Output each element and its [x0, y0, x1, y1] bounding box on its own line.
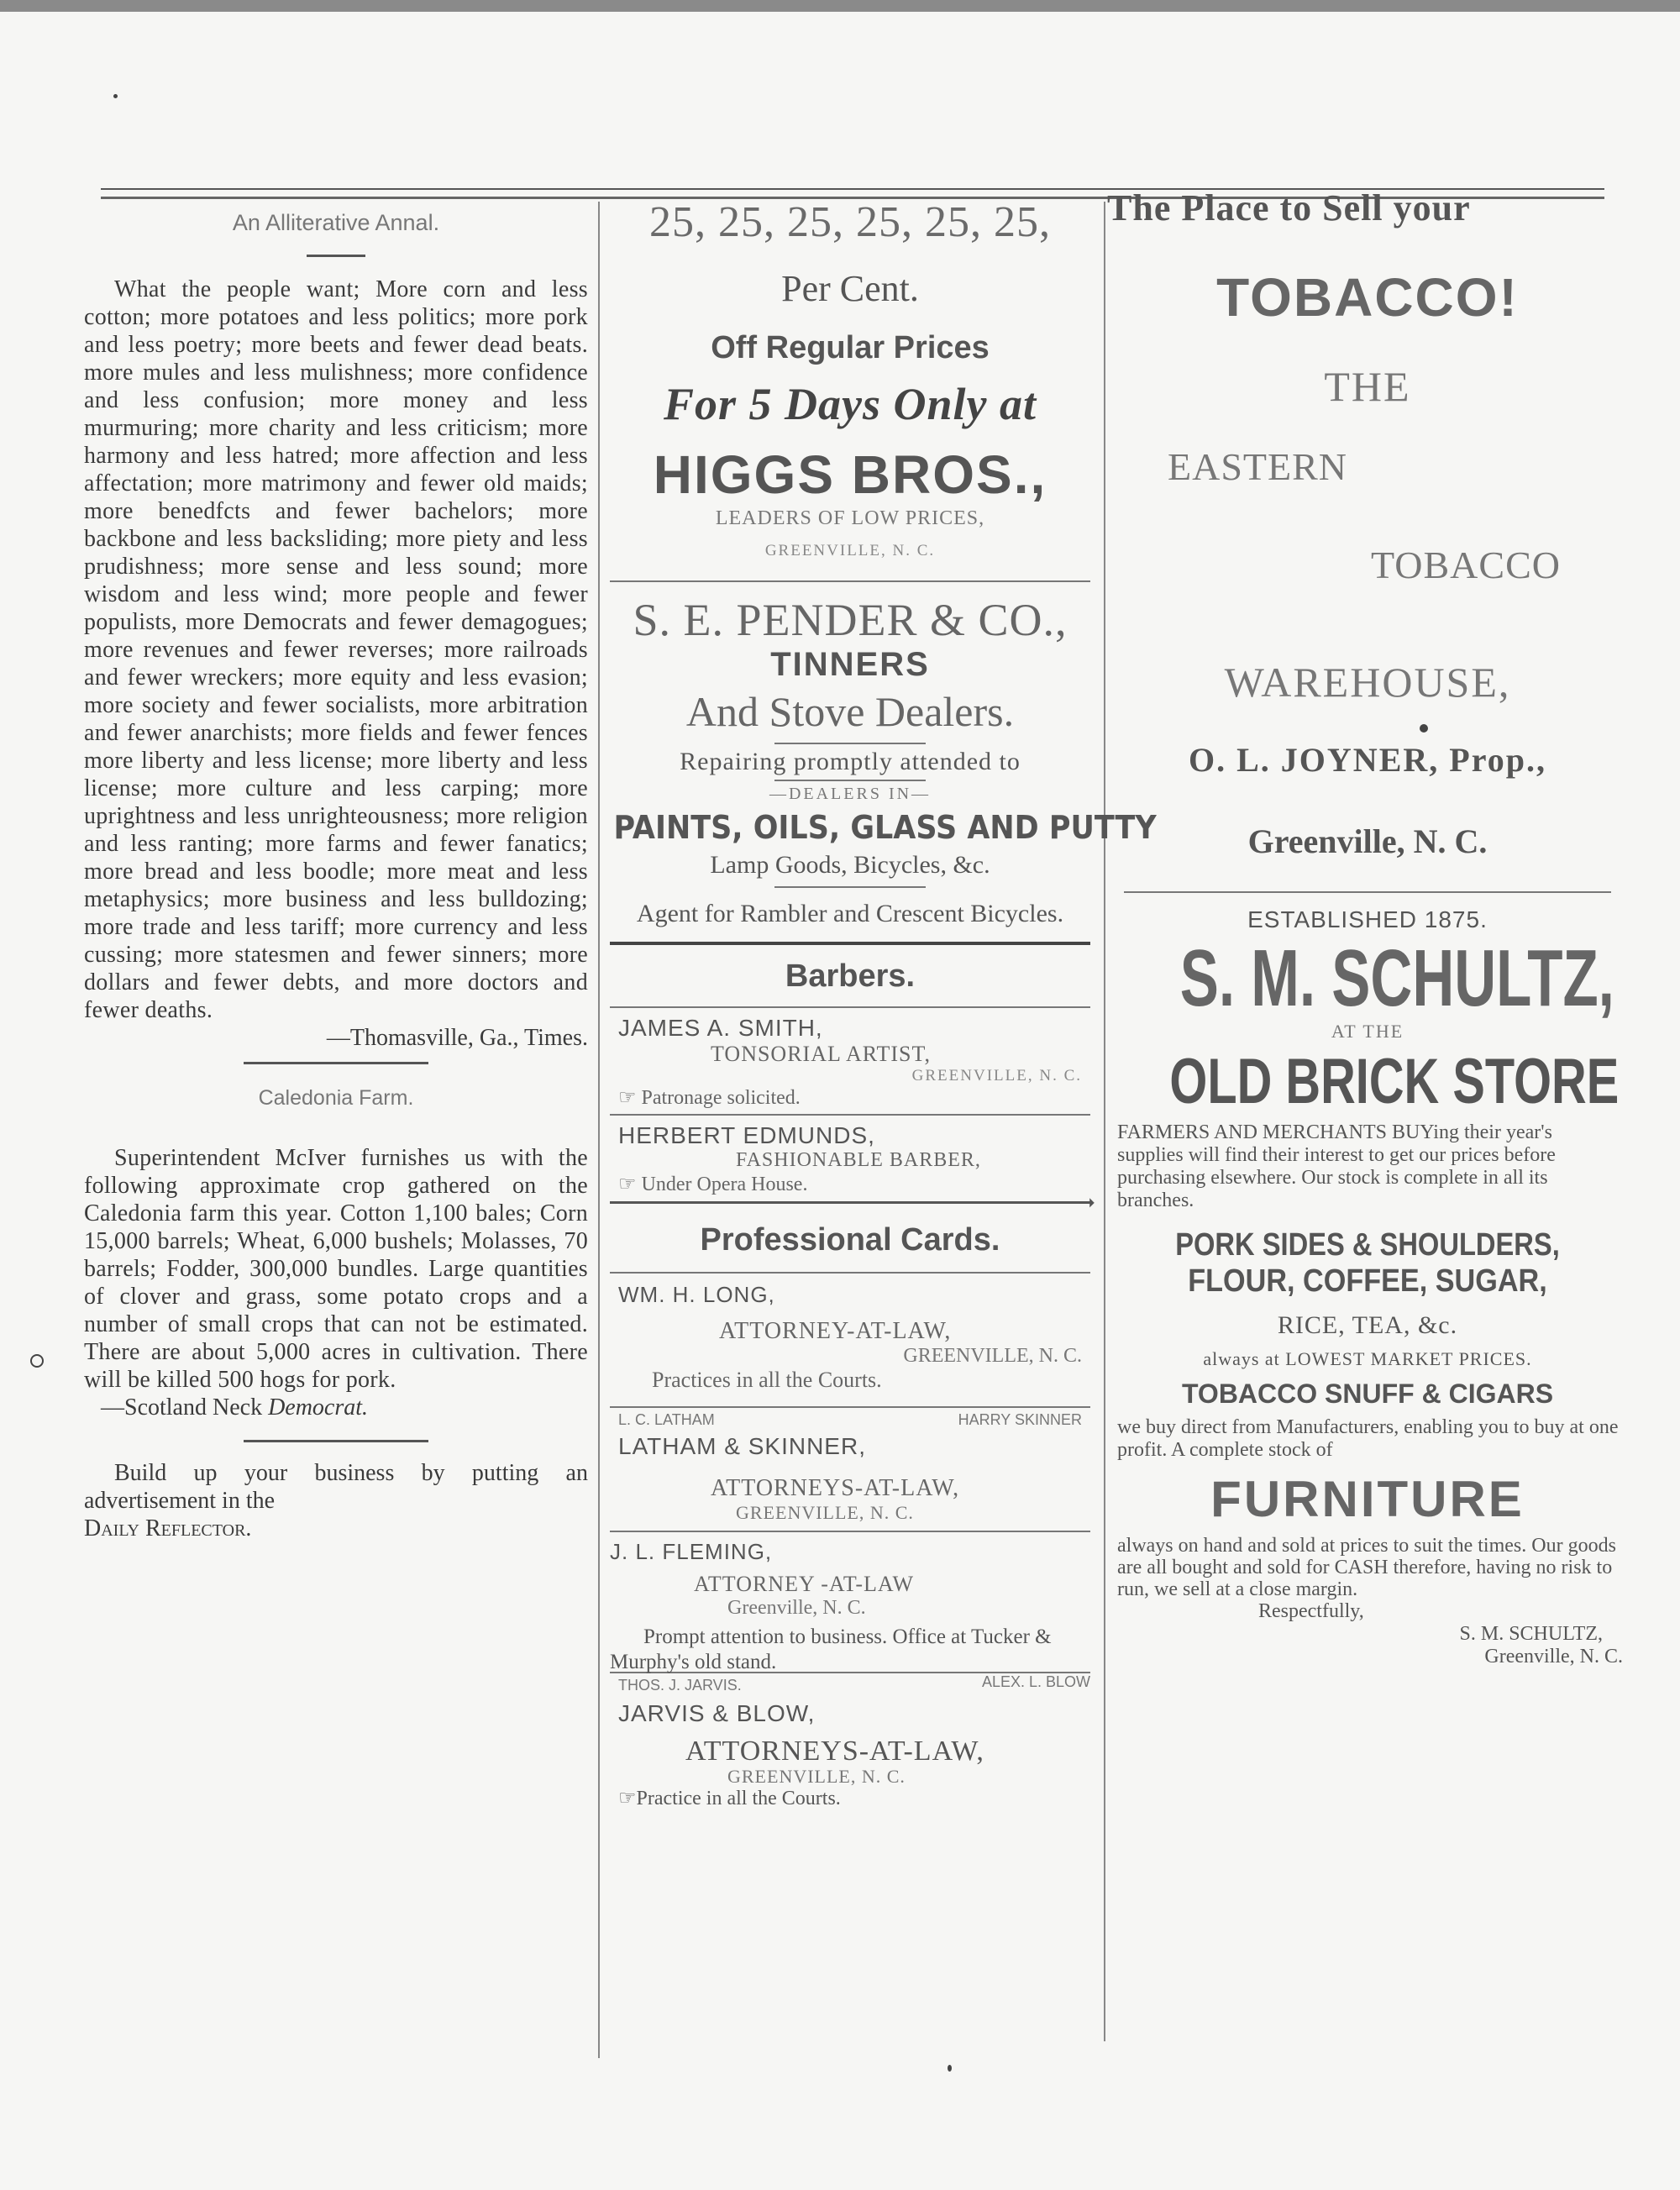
- joyner-city: Greenville, N. C.: [1247, 822, 1488, 860]
- article-heading-alliterative: An Alliterative Annal.: [232, 210, 440, 235]
- ad-higgs-bros: [593, 198, 1107, 560]
- pender-rule-3: [774, 886, 926, 888]
- barber-smith-city: GREENVILLE, N. C.: [911, 1067, 1082, 1084]
- schultz-signature: S. M. SCHULTZ,: [1459, 1623, 1603, 1645]
- footer-ad-line: Build up your business by putting an advertisement in the: [84, 1460, 588, 1514]
- article-alliterative-source: —Thomasville, Ga., Times.: [326, 1025, 588, 1051]
- schultz-store: OLD BRICK STORE: [1169, 1046, 1620, 1117]
- card-long: [618, 1282, 1082, 1400]
- article-alliterative-body: What the people want; More corn and less cotton; more potatoes and less politics; more pork and less poetry; more beets and fewer dead beats. more mules and less mulishness; more confidence and less confusion; more money and less murmuring; more charity and less criticism; more harmony and less hatred; more affection and less affectation; more matrimony and fewer old maids; more benedfcts and fewer bachelors; more backbone and less backsliding; more piety and less prudishness; more sense and less sound; more wisdom and less wind; more people and fewer populists, more Democrats and fewer demagogues; more revenues and fewer reverses; more railroads and fewer wreckers; more equity and less evasion; more society and fewer socialists, more arbitration and fewer anarchists; more fields and fewer fences more liberty and less license; more liberty and less license; more culture and less carping; more uprightness and less unrighteousness; more religion and less ranting; more farms and fewer fanatics; more bread and less boodle; more meat and less metaphysics; more business and less bulldozing; more trade and less tariff; more currency and less cussing; more statesmen and fewer sinners; more dollars and fewer debts, and more doctors and fewer deaths.: [84, 276, 588, 1023]
- footer-paper-name: Daily Reflector.: [84, 1515, 252, 1541]
- barber-edmunds-title: FASHIONABLE BARBER,: [736, 1149, 981, 1171]
- schultz-closing: always on hand and sold at prices to suit the times. Our goods are all bought and sold for CASH therefore, having no risk to run, we sell at a close margin.: [1117, 1535, 1616, 1600]
- barber-card-edmunds: [618, 1122, 1082, 1200]
- jarvis-note: [618, 1786, 841, 1810]
- schultz-established: ESTABLISHED 1875.: [1247, 906, 1488, 932]
- left-column: [84, 210, 588, 1542]
- pender-rule-2: [774, 780, 926, 781]
- middle-column: [593, 198, 1157, 1809]
- pender-repairing: Repairing promptly attended to: [680, 748, 1021, 775]
- barbers-arrow-rule: [610, 1190, 1095, 1215]
- right-column: [1107, 186, 1628, 1668]
- schultz-signature-city: Greenville, N. C.: [1484, 1646, 1623, 1667]
- professional-cards-heading: Professional Cards.: [700, 1222, 1000, 1258]
- footer-divider: [244, 1440, 428, 1442]
- latham-name: LATHAM & SKINNER,: [618, 1433, 866, 1459]
- joyner-eastern: EASTERN: [1168, 445, 1347, 488]
- long-city: GREENVILLE, N. C.: [903, 1345, 1082, 1367]
- ad-divider: [610, 580, 1090, 582]
- scan-speck: [948, 2065, 952, 2072]
- fleming-note: Prompt attention to business. Office at Tucker & Murphy's old stand.: [610, 1625, 1052, 1673]
- barbers-card-rule: [610, 1114, 1090, 1116]
- joyner-line1: The Place to Sell your: [1107, 187, 1471, 228]
- barber-edmunds-name: HERBERT EDMUNDS,: [618, 1122, 875, 1148]
- barber-smith-title: TONSORIAL ARTIST,: [711, 1042, 931, 1066]
- scan-speck: [113, 94, 118, 98]
- schultz-direct: we buy direct from Manufacturers, enabling you to buy at one profit. A complete stock of: [1117, 1416, 1619, 1461]
- article-divider: [244, 1062, 428, 1064]
- article-caledonia-source: [84, 1394, 588, 1421]
- ad-eastern-tobacco-warehouse: [1107, 186, 1628, 861]
- barber-card-smith: [618, 1015, 1082, 1107]
- fleming-city: Greenville, N. C.: [727, 1597, 866, 1619]
- schultz-lowest: always at LOWEST MARKET PRICES.: [1203, 1348, 1532, 1369]
- latham-partner-left: L. C. LATHAM: [618, 1411, 715, 1428]
- pender-agent: Agent for Rambler and Crescent Bicycles.: [636, 900, 1064, 927]
- right-ad-divider: [1124, 891, 1611, 893]
- pender-rule: [774, 743, 926, 744]
- schultz-furniture: FURNITURE: [1210, 1471, 1525, 1527]
- long-name: WM. H. LONG,: [618, 1282, 775, 1307]
- jarvis-partner-left: THOS. J. JARVIS.: [618, 1677, 742, 1694]
- schultz-snuff: TOBACCO SNUFF & CIGARS: [1181, 1379, 1554, 1409]
- barber-smith-note-text: Patronage solicited.: [641, 1087, 801, 1109]
- latham-city: GREENVILLE, N. C.: [736, 1502, 914, 1523]
- pender-lamp: Lamp Goods, Bicycles, &c.: [710, 851, 990, 879]
- ad-pender: [593, 594, 1157, 930]
- card-rule-2: [610, 1531, 1090, 1532]
- jarvis-city: GREENVILLE, N. C.: [727, 1766, 906, 1787]
- card-fleming: [610, 1539, 1082, 1673]
- professional-rule: [610, 1272, 1090, 1274]
- ad-schultz: [1107, 906, 1628, 1668]
- latham-partner-right: HARRY SKINNER: [958, 1411, 1082, 1428]
- schultz-pork: PORK SIDES & SHOULDERS,: [1175, 1227, 1560, 1263]
- barbers-heading: Barbers.: [785, 958, 916, 994]
- higgs-tagline: LEADERS OF LOW PRICES,: [715, 507, 985, 529]
- jarvis-title: ATTORNEYS-AT-LAW,: [685, 1736, 984, 1767]
- article-caledonia-body: Superintendent McIver furnishes us with the following approximate crop gathered on the Caledonia farm this year. Cotton 1,100 bales; Corn 15,000 barrels; Wheat, 6,000 bushels; Molasses, 70 barrels; Fodder, 300,000 bundles. Large quantities of clover and grass, some potato crops and a number of small crops that can not be estimated. There are about 5,000 acres in cultivation. There will be killed 500 hogs for pork.: [84, 1145, 588, 1393]
- card-rule-1: [610, 1406, 1090, 1408]
- card-latham: [618, 1411, 1082, 1523]
- scan-speck: [1420, 724, 1428, 733]
- pointing-hand-icon: ☞: [618, 1174, 642, 1195]
- higgs-days-only: For 5 Days Only at: [663, 379, 1037, 429]
- article-heading-caledonia: Caledonia Farm.: [258, 1086, 414, 1110]
- pender-tinners: TINNERS: [770, 646, 930, 683]
- barber-edmunds-note: [618, 1172, 1082, 1196]
- pender-goods: PAINTS, OILS, GLASS AND PUTTY: [613, 809, 1157, 846]
- section-divider-barbers: [610, 942, 1090, 945]
- arrow-right-icon: ➝: [1077, 1190, 1095, 1215]
- fleming-title: ATTORNEY -AT-LAW: [694, 1572, 915, 1596]
- pender-stove: And Stove Dealers.: [685, 688, 1015, 735]
- pender-dealers-in: —DEALERS IN—: [769, 785, 932, 803]
- pender-name: S. E. PENDER & CO.,: [633, 595, 1068, 645]
- higgs-per-cent: Per Cent.: [781, 268, 919, 309]
- pointing-hand-icon: ☞: [618, 1087, 642, 1109]
- schultz-rice: RICE, TEA, &c.: [1277, 1311, 1458, 1339]
- pointing-hand-icon: ☞: [618, 1788, 637, 1809]
- higgs-off-prices: Off Regular Prices: [711, 330, 990, 365]
- jarvis-note-text: Practice in all the Courts.: [636, 1788, 841, 1809]
- schultz-intro: FARMERS AND MERCHANTS BUYing their year's supplies will find their interest to get our prices before purchasing elsewhere. Our stock is complete in all its branches.: [1117, 1121, 1556, 1211]
- source-prefix: —Scotland Neck: [101, 1394, 269, 1421]
- barbers-rule: [610, 1006, 1090, 1008]
- schultz-respectfully: Respectfully,: [1258, 1600, 1364, 1622]
- joyner-prop: O. L. JOYNER, Prop.,: [1189, 741, 1546, 779]
- card-jarvis: [618, 1673, 1090, 1809]
- fleming-name: J. L. FLEMING,: [610, 1539, 773, 1564]
- long-note: Practices in all the Courts.: [652, 1368, 882, 1392]
- source-italic: Democrat.: [268, 1394, 369, 1421]
- barber-smith-name: JAMES A. SMITH,: [618, 1015, 823, 1041]
- latham-title: ATTORNEYS-AT-LAW,: [711, 1475, 960, 1501]
- scan-speck: [30, 1354, 44, 1368]
- joyner-the: THE: [1324, 363, 1411, 410]
- long-title: ATTORNEY-AT-LAW,: [719, 1318, 952, 1344]
- schultz-name: S. M. SCHULTZ,: [1179, 933, 1614, 1023]
- schultz-flour: FLOUR, COFFEE, SUGAR,: [1188, 1263, 1547, 1299]
- higgs-percent-line: 25, 25, 25, 25, 25, 25,: [649, 198, 1051, 246]
- higgs-name: HIGGS BROS.,: [653, 444, 1047, 505]
- higgs-city: GREENVILLE, N. C.: [764, 542, 936, 559]
- joyner-warehouse: WAREHOUSE,: [1224, 659, 1511, 706]
- schultz-at-the: AT THE: [1331, 1021, 1404, 1042]
- jarvis-partner-right: ALEX. L. BLOW: [981, 1673, 1090, 1690]
- barber-edmunds-note-text: Under Opera House.: [641, 1174, 808, 1195]
- heading-divider: [307, 255, 365, 257]
- scan-top-border: [0, 0, 1680, 12]
- joyner-tobacco2: TOBACCO: [1371, 544, 1561, 586]
- barber-smith-note: [618, 1085, 1082, 1110]
- jarvis-name: JARVIS & BLOW,: [618, 1700, 816, 1726]
- joyner-tobacco: TOBACCO!: [1216, 267, 1519, 328]
